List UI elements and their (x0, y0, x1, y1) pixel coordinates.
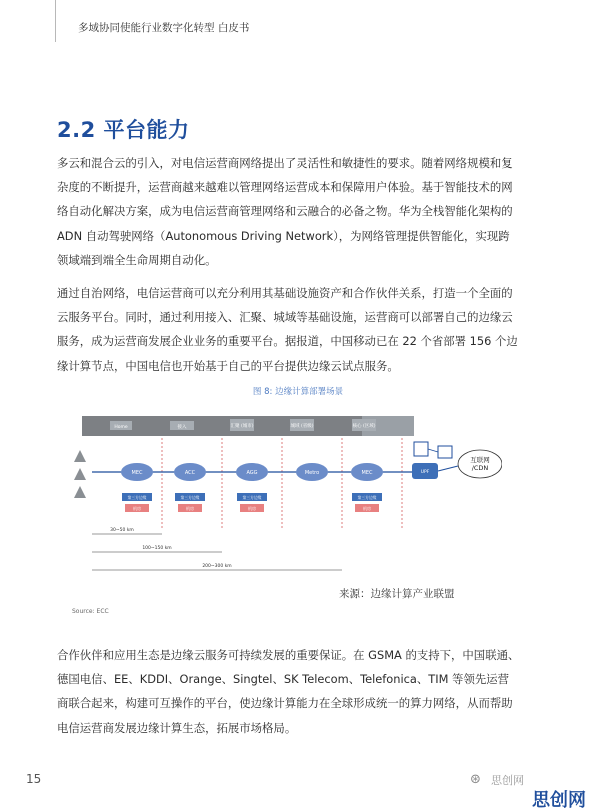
text-line: 杂度的不断提升，运营商越来越难以管理网络运营成本和保障用户体验。基于智能技术的网 (57, 180, 513, 195)
edge-computing-diagram (62, 408, 502, 580)
zone-dividers (162, 438, 402, 528)
gateway-icon (414, 442, 428, 456)
page-number: 15 (26, 772, 42, 786)
internet-label: 互联网 (470, 456, 490, 464)
edge-site (352, 493, 382, 512)
device-icons (74, 450, 86, 498)
watermark-logo: 思创网 (532, 790, 586, 811)
text-line: 领域端到端全生命周期自动化。 (57, 252, 217, 267)
watermark-icon: ⊛ (470, 772, 481, 787)
paragraph-2 (57, 281, 533, 378)
zone-label: Home (114, 425, 128, 430)
figure-caption: 图 8: 边缘计算部署场景 (252, 387, 344, 397)
running-header: 多域协同使能行业数字化转型 白皮书 (78, 22, 250, 34)
room-label: 机房 (363, 506, 371, 511)
text-line: 合作伙伴和应用生态是边缘云服务可持续发展的重要保证。在 GSMA 的支持下，中国联通、 (57, 648, 520, 662)
acc-node (174, 463, 206, 481)
zone-label: 汇聚 (城市) (230, 424, 254, 429)
site-label: 第三方边缘 (127, 495, 147, 500)
watermark-text: 思创网 (491, 774, 524, 787)
edge-site (122, 493, 152, 512)
node-label: Metro (304, 470, 320, 476)
header-rule (55, 0, 56, 42)
agg-node (236, 463, 268, 481)
paragraph-3 (57, 643, 533, 740)
text-line: 云服务平台。同时，通过利用接入、汇聚、城域等基础设施，运营商可以部署自己的边缘云 (57, 310, 513, 325)
node-label: MEC (131, 470, 143, 476)
cdn-label: /CDN (471, 464, 489, 472)
text-line: 络自动化解决方案，成为电信运营商管理网络和云融合的必备之物。华为全栈智能化架构的 (57, 204, 513, 219)
zone-label: 接入 (177, 425, 187, 430)
figure-credit: 来源：边缘计算产业联盟 (339, 588, 455, 600)
edge-site (175, 493, 205, 512)
node-label: UPF (420, 470, 430, 475)
text-line: 服务，成为运营商发展企业业务的重要平台。据报道，中国移动已在 22 个省部署 156 个边 (57, 334, 518, 349)
zone-label: 核心 (区域) (352, 424, 376, 429)
site-label: 第三方边缘 (242, 495, 262, 500)
figure-source: Source: ECC (72, 608, 109, 615)
site-label: 第三方边缘 (180, 495, 200, 500)
section-heading: 2.2 平台能力 (57, 118, 190, 142)
text-line: ADN 自动驾驶网络（Autonomous Driving Network），为网络管理提供智能化，实现跨 (57, 228, 510, 243)
room-label: 机房 (248, 506, 256, 511)
text-line: 商联合起来，构建可互操作的平台，使边缘计算能力在全球形成统一的算力网络，从而帮助 (57, 696, 513, 711)
distance-label: 200~300 km (202, 564, 232, 569)
mec-core-node (351, 463, 383, 481)
paragraph-1 (57, 151, 533, 272)
mec-node (121, 463, 153, 481)
internet-cdn-cloud (458, 450, 502, 478)
site-label: 第三方边缘 (357, 495, 377, 500)
text-line: 德国电信、EE、KDDI、Orange、Singtel、SK Telecom、Telefonica、TIM 等领先运营 (57, 672, 510, 687)
room-label: 机房 (133, 506, 141, 511)
distance-label: 100~150 km (142, 546, 172, 551)
edge-site (237, 493, 267, 512)
metro-node (296, 463, 328, 481)
upf-node (412, 463, 438, 479)
room-label: 机房 (186, 506, 194, 511)
node-label: AGG (246, 470, 258, 476)
node-label: MEC (361, 470, 373, 476)
text-line: 通过自治网络，电信运营商可以充分利用其基础设施资产和合作伙伴关系，打造一个全面的 (57, 286, 513, 300)
zone-label: 城域 (省级) (290, 424, 314, 429)
node-label: ACC (184, 470, 196, 476)
distance-label: 30~50 km (110, 528, 134, 533)
server-icon (438, 446, 452, 458)
text-line: 多云和混合云的引入，对电信运营商网络提出了灵活性和敏捷性的要求。随着网络规模和复 (57, 156, 513, 170)
text-line: 电信运营商发展边缘计算生态，拓展市场格局。 (57, 720, 297, 735)
text-line: 缘计算节点，中国电信也开始基于自己的平台提供边缘云试点服务。 (57, 358, 399, 373)
